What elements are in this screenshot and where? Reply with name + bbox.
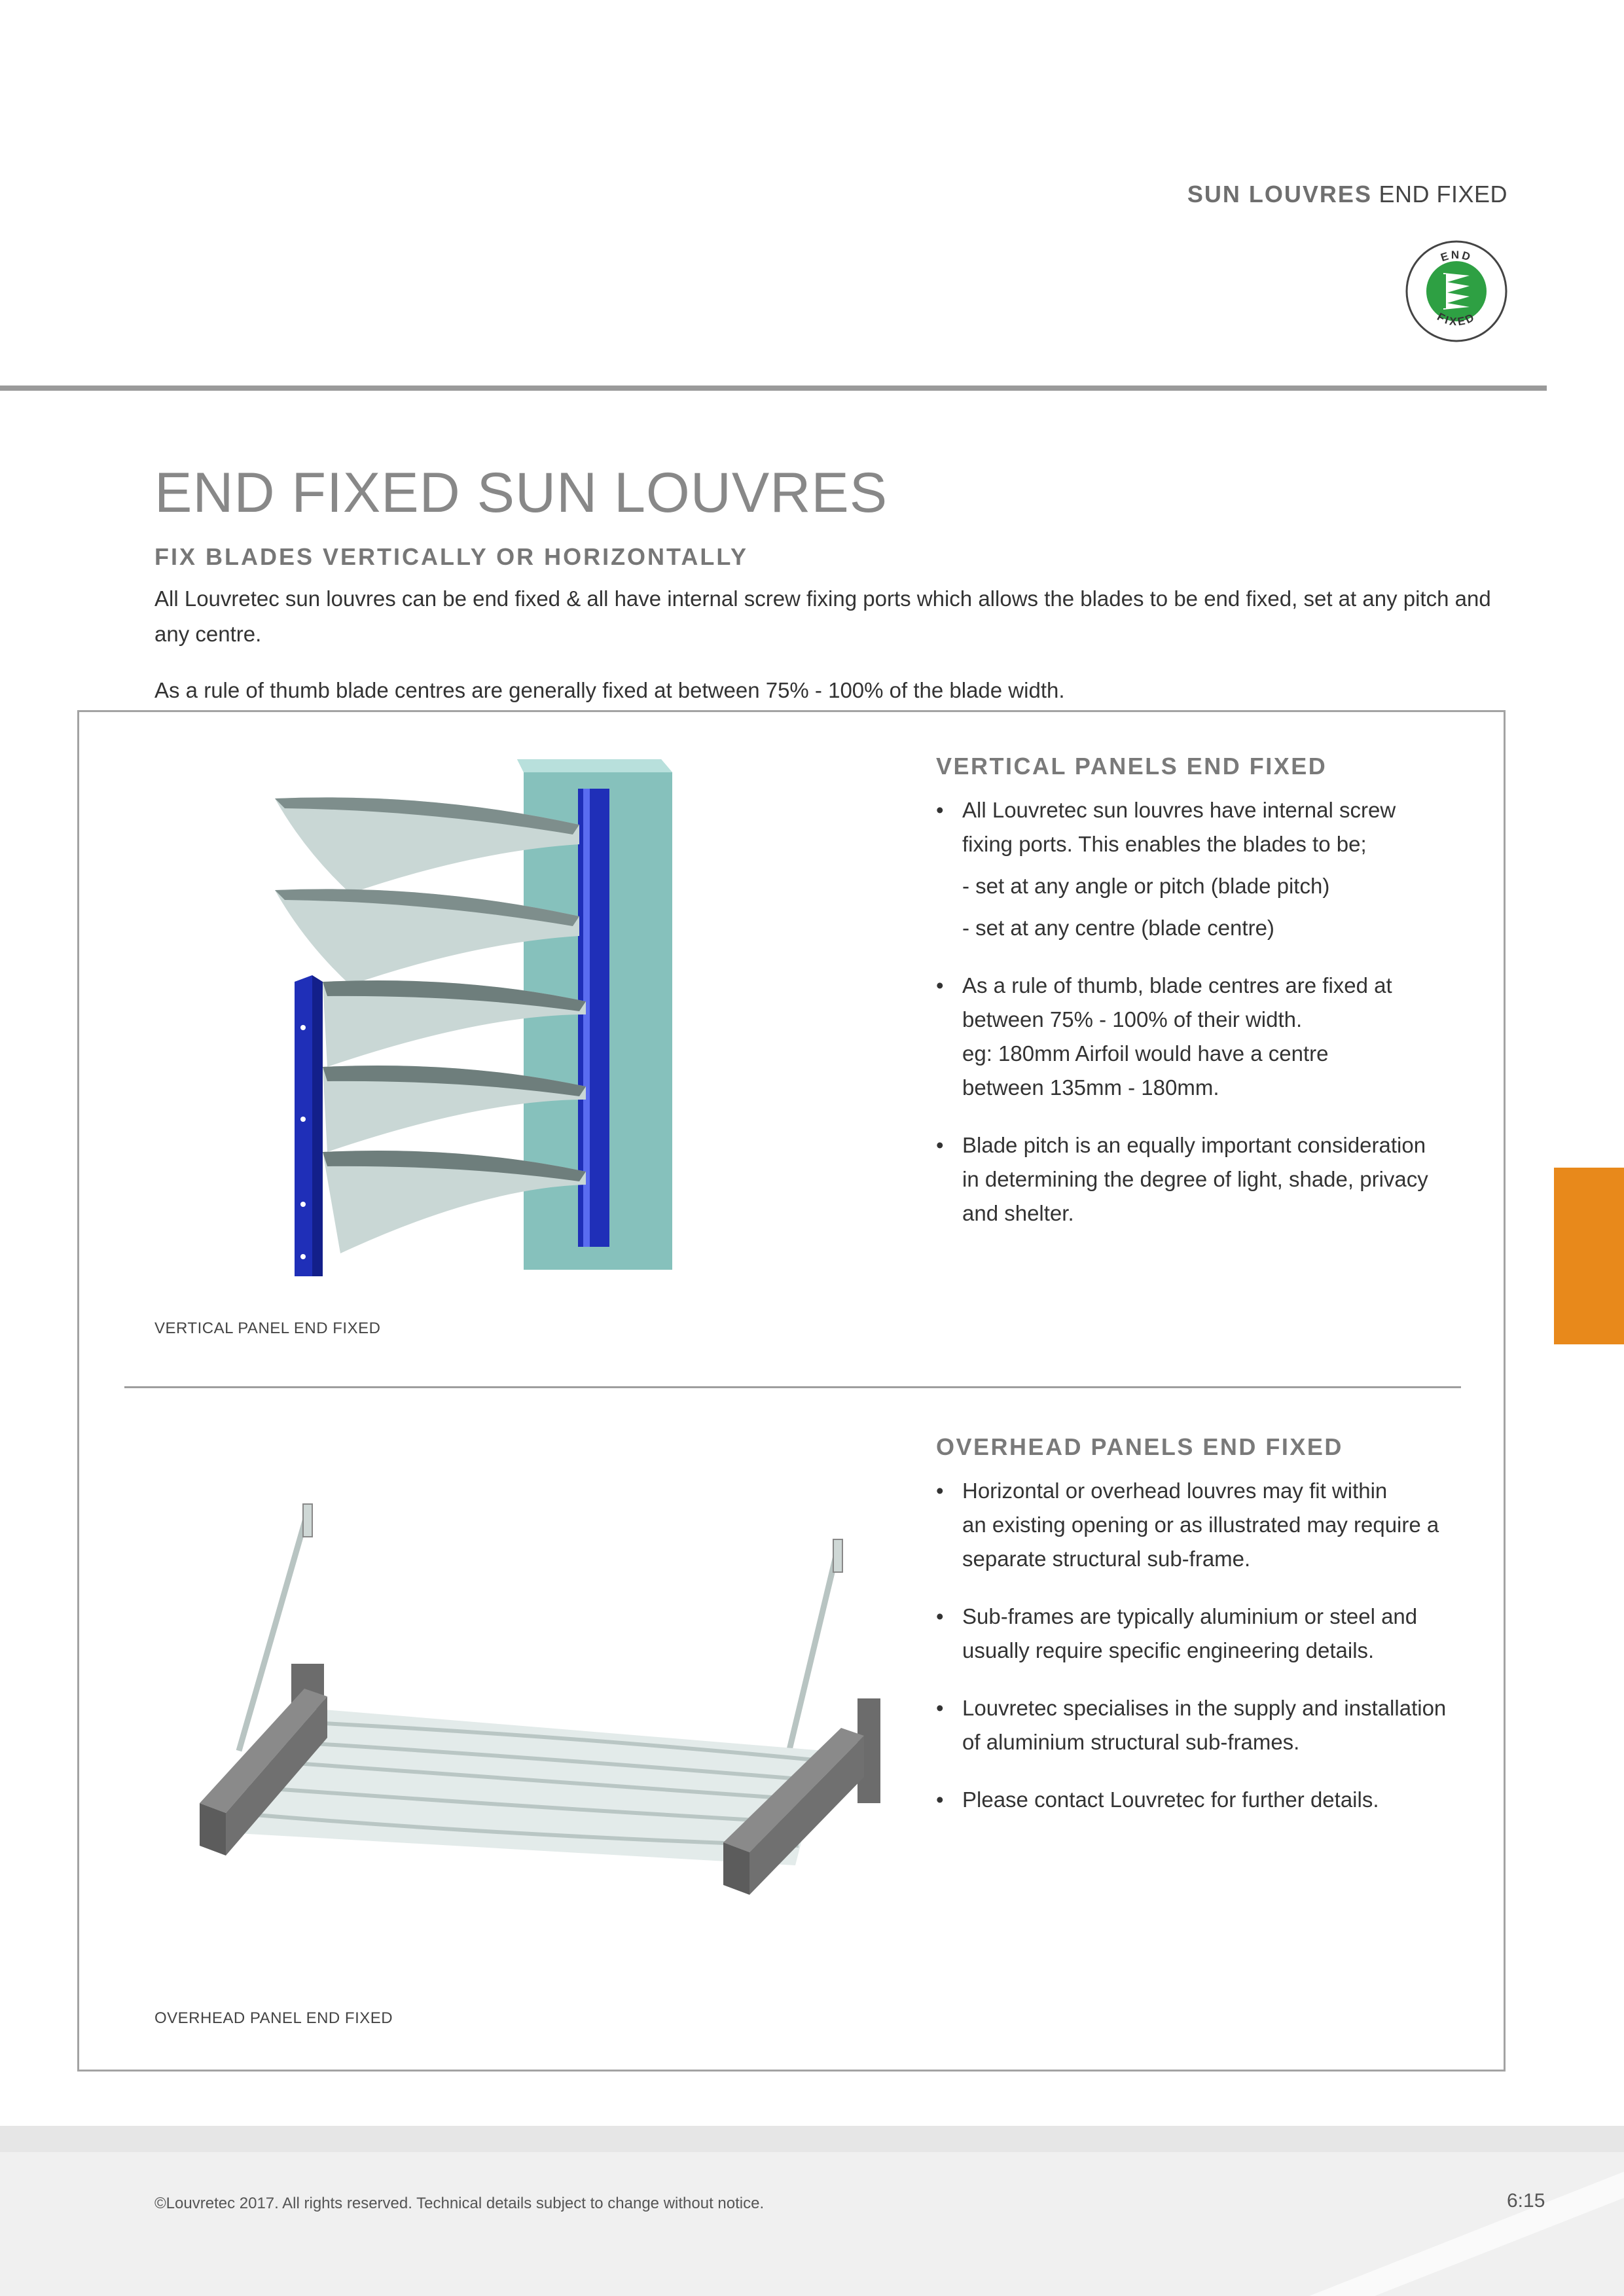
badge-bottom-text: FIXED [1435, 310, 1478, 329]
footer-copyright: ©Louvretec 2017. All rights reserved. Technical details subject to change without notice. [154, 2195, 765, 2212]
overhead-section-title: OVERHEAD PANELS END FIXED [936, 1433, 1343, 1460]
list-item [936, 793, 1473, 861]
vertical-section-title: VERTICAL PANELS END FIXED [936, 753, 1327, 780]
vertical-b3-l2: in determining the degree of light, shade, privacy [962, 1167, 1428, 1191]
list-item [936, 1600, 1486, 1668]
overhead-b2-l2: usually require specific engineering details. [962, 1638, 1375, 1662]
list-item [936, 1691, 1486, 1759]
list-item [936, 911, 1473, 945]
overhead-b2-l1: Sub-frames are typically aluminium or steel and [962, 1604, 1418, 1628]
vertical-b3-l3: and shelter. [962, 1201, 1074, 1225]
vertical-sub2: - set at any centre (blade centre) [962, 916, 1274, 940]
list-item [936, 1783, 1486, 1817]
vertical-b1-l2: fixing ports. This enables the blades to be; [962, 832, 1367, 856]
list-item [936, 869, 1473, 903]
vertical-panel-illustration [265, 753, 684, 1276]
list-item [936, 1474, 1486, 1576]
overhead-b1-l1: Horizontal or overhead louvres may fit within [962, 1479, 1388, 1503]
section-divider [124, 1386, 1461, 1388]
intro-paragraph-2: As a rule of thumb blade centres are generally fixed at between 75% - 100% of the blade width. [154, 678, 1065, 702]
end-fixed-badge [1404, 239, 1509, 344]
header-divider [0, 386, 1547, 391]
chapter-tab [1554, 1168, 1624, 1344]
vertical-bullet-list [936, 793, 1473, 1230]
badge-top-text: END [1439, 248, 1474, 264]
overhead-bullet-list [936, 1474, 1486, 1817]
end-fixed-badge-icon [1404, 239, 1509, 344]
vertical-b1-l1: All Louvretec sun louvres have internal screw [962, 798, 1396, 822]
overhead-b3-l1: Louvretec specialises in the supply and installation [962, 1696, 1447, 1720]
overhead-b1-l2: an existing opening or as illustrated may require a [962, 1513, 1439, 1537]
vertical-b2-l2: between 75% - 100% of their width. [962, 1007, 1303, 1031]
vertical-sub1: - set at any angle or pitch (blade pitch) [962, 874, 1330, 898]
vertical-b2-l1: As a rule of thumb, blade centres are fixed at [962, 973, 1392, 997]
list-item [936, 969, 1473, 1105]
overhead-b1-l3: separate structural sub-frame. [962, 1547, 1251, 1571]
page-number: 6:15 [1507, 2190, 1545, 2212]
overhead-b3-l2: of aluminium structural sub-frames. [962, 1730, 1300, 1754]
overhead-caption: OVERHEAD PANEL END FIXED [154, 2009, 393, 2027]
section-header [1187, 181, 1507, 208]
overhead-panel-illustration [187, 1499, 880, 1918]
page-title: END FIXED SUN LOUVRES [154, 461, 888, 524]
vertical-b2-l4: between 135mm - 180mm. [962, 1075, 1219, 1100]
list-item [936, 1128, 1473, 1230]
section-header-light: END FIXED [1371, 181, 1507, 207]
section-header-bold: SUN LOUVRES [1187, 181, 1372, 207]
page-subtitle: FIX BLADES VERTICALLY OR HORIZONTALLY [154, 543, 749, 570]
intro-paragraph-1: All Louvretec sun louvres can be end fixed & all have internal screw fixing ports which allows the blades to be end fixed, set at any pitch and any centre. [154, 586, 1491, 646]
vertical-b3-l1: Blade pitch is an equally important consideration [962, 1133, 1426, 1157]
overhead-b4: Please contact Louvretec for further details. [962, 1787, 1379, 1812]
vertical-caption: VERTICAL PANEL END FIXED [154, 1319, 381, 1337]
vertical-b2-l3: eg: 180mm Airfoil would have a centre [962, 1041, 1329, 1066]
